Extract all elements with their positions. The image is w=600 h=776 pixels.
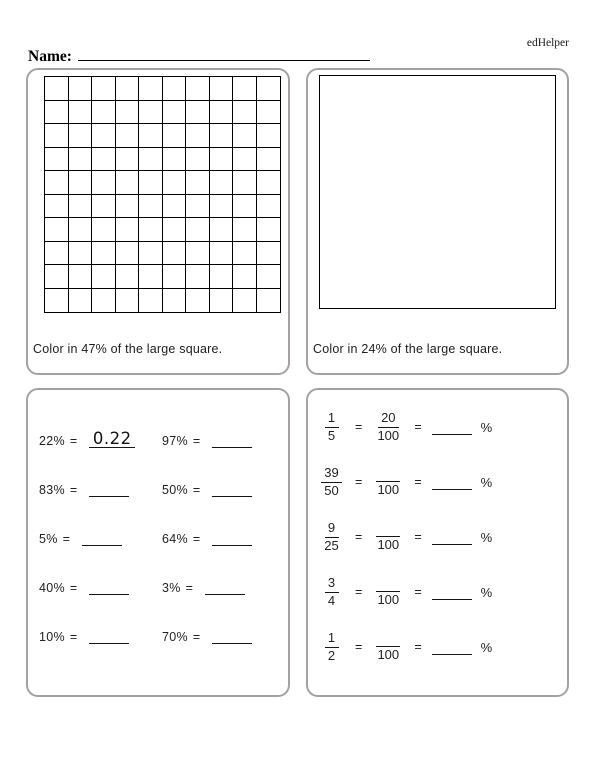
equals-sign: = <box>355 419 363 434</box>
numerator: 20 <box>378 411 398 428</box>
grid-cell[interactable] <box>92 195 116 219</box>
fraction-row <box>318 400 567 455</box>
grid-cell[interactable] <box>45 195 69 219</box>
denominator: 4 <box>327 593 336 608</box>
grid-cell[interactable] <box>257 124 281 148</box>
equals-sign: = <box>69 483 78 497</box>
percent-label: 64% <box>162 532 188 546</box>
equals-sign: = <box>62 532 70 546</box>
grid-cell[interactable] <box>116 195 140 219</box>
equals-sign: = <box>69 434 78 448</box>
grid-cell[interactable] <box>186 265 210 289</box>
grid-cell[interactable] <box>233 171 257 195</box>
equals-sign: = <box>192 532 201 546</box>
grid-cell[interactable] <box>139 77 163 101</box>
grid-cell[interactable] <box>69 242 93 266</box>
grid-cell[interactable] <box>45 77 69 101</box>
answer-blank[interactable] <box>432 652 472 655</box>
denominator: 5 <box>327 428 336 443</box>
grid-cell[interactable] <box>210 171 234 195</box>
grid-cell[interactable] <box>92 124 116 148</box>
answer-blank[interactable] <box>432 487 472 490</box>
equals-sign: = <box>192 434 201 448</box>
answer-blank[interactable] <box>212 432 252 448</box>
percent-sign: % <box>480 585 493 600</box>
grid-cell[interactable] <box>186 124 210 148</box>
grid-cell[interactable] <box>92 242 116 266</box>
percent-item <box>162 572 288 595</box>
grid-cell[interactable] <box>210 265 234 289</box>
equals-sign: = <box>185 581 193 595</box>
grid-cell[interactable] <box>186 148 210 172</box>
grid-cell[interactable] <box>69 171 93 195</box>
percent-label: 50% <box>162 483 188 497</box>
equals-sign: = <box>69 581 78 595</box>
grid-cell[interactable] <box>139 265 163 289</box>
equals-sign: = <box>355 584 363 599</box>
brand-logo: edHelper <box>526 37 569 49</box>
grid-cell[interactable] <box>139 148 163 172</box>
percent-list <box>28 390 288 644</box>
grid-cell[interactable] <box>210 218 234 242</box>
percent-sign: % <box>480 530 493 545</box>
numerator: 39 <box>321 466 341 483</box>
denominator: 100 <box>377 482 400 498</box>
grid-cell[interactable] <box>257 265 281 289</box>
name-blank-line[interactable] <box>78 47 370 61</box>
fraction-row <box>318 455 567 510</box>
grid-cell[interactable] <box>92 265 116 289</box>
grid-cell[interactable] <box>69 148 93 172</box>
grid-cell[interactable] <box>257 77 281 101</box>
grid-cell[interactable] <box>210 195 234 219</box>
grid-cell[interactable] <box>69 218 93 242</box>
equals-sign: = <box>192 630 201 644</box>
answer-blank[interactable] <box>89 481 129 497</box>
grid-cell[interactable] <box>69 101 93 125</box>
grid-cell[interactable] <box>116 124 140 148</box>
answer-blank[interactable] <box>432 432 472 435</box>
answer-blank[interactable] <box>89 428 135 448</box>
grid-cell[interactable] <box>163 124 187 148</box>
percent-item <box>162 621 288 644</box>
denominator: 100 <box>377 428 400 443</box>
fraction <box>372 577 404 608</box>
fraction <box>318 466 345 499</box>
answer-blank[interactable] <box>89 579 129 595</box>
grid-cell[interactable] <box>116 218 140 242</box>
percent-item <box>162 474 288 497</box>
percent-item <box>39 474 162 497</box>
fraction <box>318 631 345 664</box>
grid-cell[interactable] <box>92 171 116 195</box>
answer-blank[interactable] <box>212 628 252 644</box>
percent-label: 10% <box>39 630 65 644</box>
panel-percent-to-decimal <box>26 388 290 697</box>
panel-color-square <box>306 68 569 375</box>
percent-label: 5% <box>39 532 58 546</box>
grid-cell[interactable] <box>163 171 187 195</box>
fraction-row <box>318 510 567 565</box>
numerator: 1 <box>325 631 339 648</box>
grid-cell[interactable] <box>139 195 163 219</box>
equals-sign: = <box>414 474 422 489</box>
percent-label: 3% <box>162 581 181 595</box>
answer-blank[interactable] <box>212 530 252 546</box>
equals-sign: = <box>355 639 363 654</box>
fraction <box>372 411 404 444</box>
grid-cell[interactable] <box>233 101 257 125</box>
denominator: 25 <box>324 538 339 553</box>
fraction-row <box>318 565 567 620</box>
grid-cell[interactable] <box>233 124 257 148</box>
grid-cell[interactable] <box>233 195 257 219</box>
grid-cell[interactable] <box>45 171 69 195</box>
grid-cell[interactable] <box>45 148 69 172</box>
grid-cell[interactable] <box>163 242 187 266</box>
grid-cell[interactable] <box>92 77 116 101</box>
percent-item <box>39 572 162 595</box>
grid-cell[interactable] <box>233 218 257 242</box>
equals-sign: = <box>355 474 363 489</box>
grid-cell[interactable] <box>257 242 281 266</box>
grid-cell[interactable] <box>69 265 93 289</box>
grid-cell[interactable] <box>186 195 210 219</box>
grid-cell[interactable] <box>139 218 163 242</box>
equals-sign: = <box>355 529 363 544</box>
name-label: Name: <box>28 48 72 65</box>
grid-cell[interactable] <box>116 148 140 172</box>
answer-blank[interactable] <box>82 530 122 546</box>
grid-cell[interactable] <box>210 148 234 172</box>
fraction <box>318 576 345 609</box>
grid-cell[interactable] <box>186 101 210 125</box>
fraction <box>372 632 404 663</box>
grid-cell[interactable] <box>257 171 281 195</box>
answer-blank[interactable] <box>89 628 129 644</box>
equals-sign: = <box>414 529 422 544</box>
grid-cell[interactable] <box>139 171 163 195</box>
grid-cell[interactable] <box>116 171 140 195</box>
grid-cell[interactable] <box>163 148 187 172</box>
fraction <box>318 411 345 444</box>
percent-label: 83% <box>39 483 65 497</box>
denominator: 50 <box>324 483 339 498</box>
grid-cell[interactable] <box>116 242 140 266</box>
percent-sign: % <box>480 475 493 490</box>
empty-square[interactable] <box>319 75 556 309</box>
grid-cell[interactable] <box>163 218 187 242</box>
grid-cell[interactable] <box>69 195 93 219</box>
grid-cell[interactable] <box>69 124 93 148</box>
grid-caption: Color in 47% of the large square. <box>33 342 223 356</box>
percent-label: 97% <box>162 434 188 448</box>
percent-item <box>39 621 162 644</box>
grid-cell[interactable] <box>257 218 281 242</box>
grid-cell[interactable] <box>257 148 281 172</box>
denominator: 2 <box>327 648 336 663</box>
denominator: 100 <box>377 647 400 663</box>
panel-fraction-to-percent <box>306 388 569 697</box>
denominator: 100 <box>377 592 400 608</box>
grid-cell[interactable] <box>116 77 140 101</box>
grid-cell[interactable] <box>210 289 234 313</box>
grid-cell[interactable] <box>92 148 116 172</box>
grid-cell[interactable] <box>69 77 93 101</box>
name-row <box>28 47 370 66</box>
numerator: 3 <box>325 576 339 593</box>
equals-sign: = <box>414 584 422 599</box>
grid-cell[interactable] <box>139 101 163 125</box>
grid-cell[interactable] <box>210 124 234 148</box>
percent-item <box>162 523 288 546</box>
fraction-list <box>308 390 567 675</box>
grid-cell[interactable] <box>186 218 210 242</box>
grid-cell[interactable] <box>116 265 140 289</box>
grid-cell[interactable] <box>92 218 116 242</box>
numerator-blank[interactable] <box>376 632 400 647</box>
answer-blank[interactable] <box>432 597 472 600</box>
numerator: 9 <box>325 521 339 538</box>
grid-cell[interactable] <box>210 77 234 101</box>
percent-item <box>39 523 162 546</box>
numerator-blank[interactable] <box>376 467 400 482</box>
grid-cell[interactable] <box>233 242 257 266</box>
equals-sign: = <box>69 630 78 644</box>
grid-cell[interactable] <box>186 242 210 266</box>
numerator: 1 <box>325 411 339 428</box>
percent-item <box>162 425 288 448</box>
grid-cell[interactable] <box>233 148 257 172</box>
grid-cell[interactable] <box>210 242 234 266</box>
fraction-row <box>318 620 567 675</box>
equals-sign: = <box>414 639 422 654</box>
grid-cell[interactable] <box>69 289 93 313</box>
grid-cell[interactable] <box>163 101 187 125</box>
grid-cell[interactable] <box>163 289 187 313</box>
grid-cell[interactable] <box>186 171 210 195</box>
fraction <box>372 467 404 498</box>
equals-sign: = <box>192 483 201 497</box>
handwritten-answer: 0.22 <box>92 428 132 448</box>
hundred-grid <box>44 76 281 313</box>
grid-cell[interactable] <box>233 289 257 313</box>
percent-item <box>39 425 162 448</box>
grid-cell[interactable] <box>163 265 187 289</box>
percent-label: 70% <box>162 630 188 644</box>
grid-cell[interactable] <box>139 124 163 148</box>
grid-cell[interactable] <box>92 101 116 125</box>
panel-color-grid <box>26 68 290 375</box>
answer-blank[interactable] <box>205 579 245 595</box>
grid-cell[interactable] <box>45 265 69 289</box>
grid-cell[interactable] <box>186 289 210 313</box>
numerator-blank[interactable] <box>376 522 400 537</box>
grid-cell[interactable] <box>233 77 257 101</box>
grid-cell[interactable] <box>257 289 281 313</box>
grid-cell[interactable] <box>45 101 69 125</box>
grid-cell[interactable] <box>139 242 163 266</box>
percent-label: 40% <box>39 581 65 595</box>
grid-cell[interactable] <box>233 265 257 289</box>
equals-sign: = <box>414 419 422 434</box>
grid-cell[interactable] <box>163 77 187 101</box>
grid-cell[interactable] <box>163 195 187 219</box>
grid-cell[interactable] <box>139 289 163 313</box>
grid-cell[interactable] <box>45 289 69 313</box>
grid-cell[interactable] <box>45 242 69 266</box>
grid-cell[interactable] <box>186 77 210 101</box>
answer-blank[interactable] <box>212 481 252 497</box>
grid-cell[interactable] <box>45 218 69 242</box>
fraction <box>318 521 345 554</box>
percent-sign: % <box>480 640 493 655</box>
denominator: 100 <box>377 537 400 553</box>
fraction <box>372 522 404 553</box>
grid-cell[interactable] <box>92 289 116 313</box>
numerator-blank[interactable] <box>376 577 400 592</box>
grid-cell[interactable] <box>116 101 140 125</box>
percent-sign: % <box>480 420 493 435</box>
grid-cell[interactable] <box>257 195 281 219</box>
grid-cell[interactable] <box>257 101 281 125</box>
percent-label: 22% <box>39 434 65 448</box>
grid-cell[interactable] <box>210 101 234 125</box>
square-caption: Color in 24% of the large square. <box>313 342 503 356</box>
answer-blank[interactable] <box>432 542 472 545</box>
grid-cell[interactable] <box>45 124 69 148</box>
grid-cell[interactable] <box>116 289 140 313</box>
